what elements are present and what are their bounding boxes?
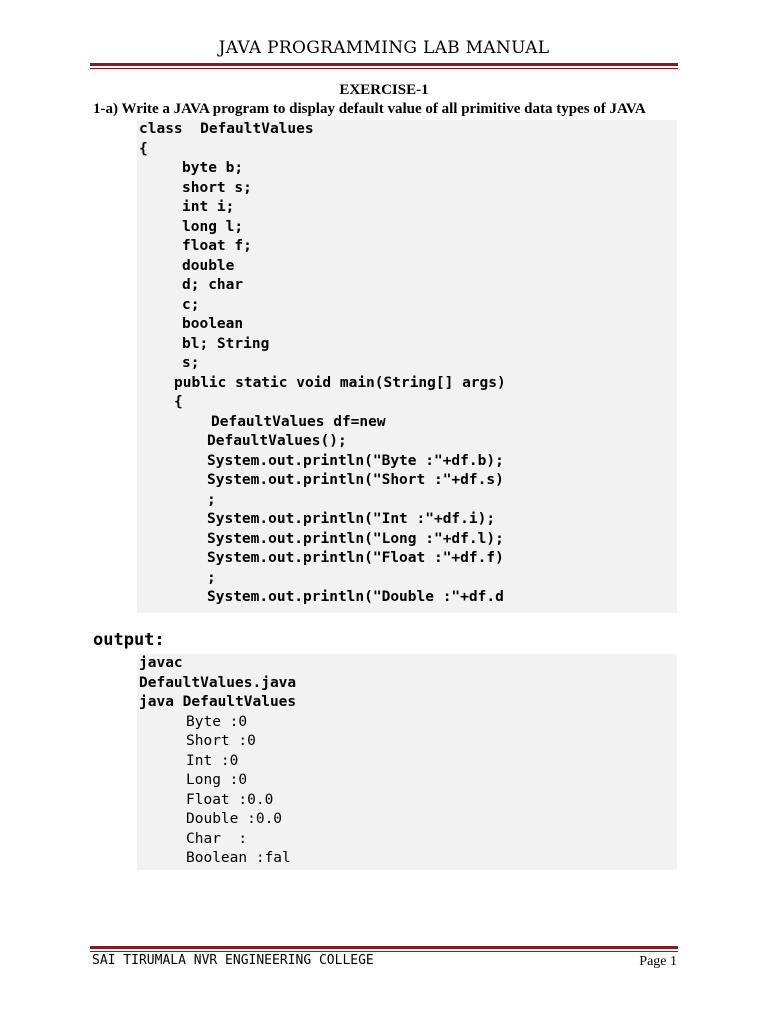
output-line: javac	[139, 655, 183, 671]
output-line: Short :0	[186, 733, 256, 749]
code-line: d; char	[182, 277, 244, 293]
code-line: ;	[207, 492, 216, 508]
page-number: Page 1	[639, 954, 677, 969]
code-line: System.out.println("Double :"+df.d	[207, 589, 504, 605]
output-line: Int :0	[186, 753, 239, 769]
code-line: DefaultValues();	[207, 433, 347, 449]
output-line: DefaultValues.java	[139, 675, 297, 691]
code-line: {	[139, 141, 148, 157]
output-line: Byte :0	[186, 714, 248, 730]
output-line: java DefaultValues	[139, 694, 297, 710]
code-line: class DefaultValues	[139, 121, 314, 137]
header-rule	[90, 63, 678, 69]
code-line: System.out.println("Float :"+df.f)	[207, 550, 504, 566]
exercise-heading: EXERCISE-1	[339, 82, 429, 98]
output-label: output:	[93, 630, 165, 650]
code-line: long l;	[182, 219, 244, 235]
output-line: Long :0	[186, 772, 248, 788]
output-line: Char :	[186, 831, 248, 847]
output-line: Double :0.0	[186, 811, 283, 827]
output-line: Boolean :fal	[186, 850, 291, 866]
code-line: System.out.println("Long :"+df.l);	[207, 531, 504, 547]
code-line: c;	[182, 297, 200, 313]
code-line: bl; String	[182, 336, 270, 352]
output-line: Float :0.0	[186, 792, 274, 808]
code-line: byte b;	[182, 160, 244, 176]
code-line: DefaultValues df=new	[211, 414, 386, 430]
code-line: System.out.println("Byte :"+df.b);	[207, 453, 504, 469]
code-line: public static void main(String[] args)	[174, 375, 506, 391]
code-line: int i;	[182, 199, 235, 215]
code-line: boolean	[182, 316, 244, 332]
code-line: short s;	[182, 180, 252, 196]
footer-college: SAI TIRUMALA NVR ENGINEERING COLLEGE	[92, 953, 374, 968]
footer-rule	[90, 946, 678, 952]
code-line: s;	[182, 355, 200, 371]
output-block	[137, 654, 677, 870]
code-line: double	[182, 258, 235, 274]
exercise-question: 1-a) Write a JAVA program to display default value of all primitive data types of JAVA	[93, 101, 646, 117]
code-line: System.out.println("Int :"+df.i);	[207, 511, 496, 527]
code-line: float f;	[182, 238, 252, 254]
header-title: JAVA PROGRAMMING LAB MANUAL	[218, 38, 550, 58]
code-line: ;	[207, 570, 216, 586]
code-line: {	[174, 394, 183, 410]
code-block	[137, 120, 677, 613]
code-line: System.out.println("Short :"+df.s)	[207, 472, 504, 488]
